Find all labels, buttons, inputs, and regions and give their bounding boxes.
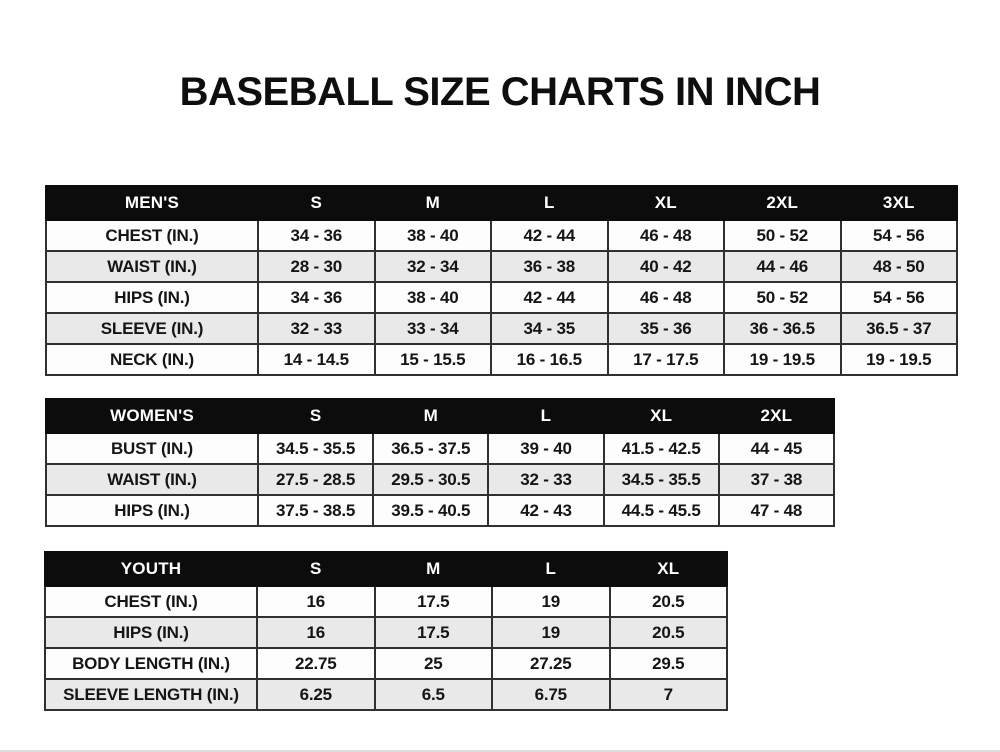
row-label-cell: CHEST (IN.) [46, 220, 258, 251]
size-value-cell: 16 - 16.5 [491, 344, 608, 375]
size-value-cell: 19 - 19.5 [724, 344, 841, 375]
row-label-cell: HIPS (IN.) [46, 495, 258, 526]
size-header-cell: 2XL [724, 186, 841, 220]
size-value-cell: 32 - 33 [258, 313, 375, 344]
table-row [46, 282, 957, 313]
size-value-cell: 42 - 44 [491, 282, 608, 313]
size-value-cell: 6.5 [375, 679, 493, 710]
size-header-cell: XL [608, 186, 725, 220]
table-row [46, 220, 957, 251]
header-row [45, 552, 727, 586]
row-label-cell: HIPS (IN.) [45, 617, 257, 648]
size-header-cell: M [375, 186, 492, 220]
size-value-cell: 19 [492, 617, 610, 648]
size-value-cell: 34 - 36 [258, 282, 375, 313]
size-header-cell: 3XL [841, 186, 958, 220]
size-header-cell: M [375, 552, 493, 586]
size-value-cell: 34 - 36 [258, 220, 375, 251]
size-value-cell: 36 - 38 [491, 251, 608, 282]
size-value-cell: 17.5 [375, 617, 493, 648]
page-title: BASEBALL SIZE CHARTS IN INCH [179, 70, 821, 114]
size-value-cell: 47 - 48 [719, 495, 834, 526]
size-header-cell: L [491, 186, 608, 220]
table-row [46, 464, 834, 495]
size-value-cell: 16 [257, 617, 375, 648]
row-label-cell: HIPS (IN.) [46, 282, 258, 313]
row-label-cell: BODY LENGTH (IN.) [45, 648, 257, 679]
size-value-cell: 38 - 40 [375, 220, 492, 251]
category-header-cell: YOUTH [45, 552, 257, 586]
size-value-cell: 46 - 48 [608, 220, 725, 251]
size-value-cell: 54 - 56 [841, 220, 958, 251]
size-value-cell: 40 - 42 [608, 251, 725, 282]
size-value-cell: 36.5 - 37 [841, 313, 958, 344]
row-label-cell: SLEEVE (IN.) [46, 313, 258, 344]
size-value-cell: 39 - 40 [488, 433, 603, 464]
size-value-cell: 16 [257, 586, 375, 617]
size-value-cell: 41.5 - 42.5 [604, 433, 719, 464]
size-value-cell: 17.5 [375, 586, 493, 617]
table-row [46, 344, 957, 375]
size-value-cell: 27.25 [492, 648, 610, 679]
mens-size-table [45, 185, 958, 376]
size-value-cell: 37.5 - 38.5 [258, 495, 373, 526]
table-row [46, 495, 834, 526]
size-value-cell: 34 - 35 [491, 313, 608, 344]
size-header-cell: S [258, 399, 373, 433]
size-header-cell: XL [610, 552, 728, 586]
size-value-cell: 20.5 [610, 617, 728, 648]
size-header-cell: 2XL [719, 399, 834, 433]
size-value-cell: 50 - 52 [724, 282, 841, 313]
size-value-cell: 15 - 15.5 [375, 344, 492, 375]
size-value-cell: 34.5 - 35.5 [604, 464, 719, 495]
size-value-cell: 39.5 - 40.5 [373, 495, 488, 526]
size-header-cell: S [257, 552, 375, 586]
size-value-cell: 48 - 50 [841, 251, 958, 282]
size-header-cell: M [373, 399, 488, 433]
size-value-cell: 38 - 40 [375, 282, 492, 313]
size-value-cell: 20.5 [610, 586, 728, 617]
table-row [45, 679, 727, 710]
size-header-cell: L [488, 399, 603, 433]
size-value-cell: 19 - 19.5 [841, 344, 958, 375]
size-value-cell: 7 [610, 679, 728, 710]
size-value-cell: 50 - 52 [724, 220, 841, 251]
size-value-cell: 27.5 - 28.5 [258, 464, 373, 495]
header-row [46, 186, 957, 220]
category-header-cell: MEN'S [46, 186, 258, 220]
size-value-cell: 46 - 48 [608, 282, 725, 313]
size-value-cell: 44 - 46 [724, 251, 841, 282]
category-header-cell: WOMEN'S [46, 399, 258, 433]
header-row [46, 399, 834, 433]
womens-size-table [45, 398, 835, 527]
youth-size-table [44, 551, 728, 711]
table-row [46, 251, 957, 282]
size-value-cell: 32 - 34 [375, 251, 492, 282]
size-value-cell: 44.5 - 45.5 [604, 495, 719, 526]
size-value-cell: 14 - 14.5 [258, 344, 375, 375]
table-row [46, 313, 957, 344]
size-value-cell: 36.5 - 37.5 [373, 433, 488, 464]
table-row [45, 617, 727, 648]
table-row [45, 648, 727, 679]
size-value-cell: 32 - 33 [488, 464, 603, 495]
size-header-cell: XL [604, 399, 719, 433]
size-value-cell: 35 - 36 [608, 313, 725, 344]
row-label-cell: NECK (IN.) [46, 344, 258, 375]
size-value-cell: 36 - 36.5 [724, 313, 841, 344]
size-value-cell: 25 [375, 648, 493, 679]
size-value-cell: 29.5 [610, 648, 728, 679]
size-value-cell: 22.75 [257, 648, 375, 679]
table-row [45, 586, 727, 617]
row-label-cell: CHEST (IN.) [45, 586, 257, 617]
size-value-cell: 6.75 [492, 679, 610, 710]
size-value-cell: 54 - 56 [841, 282, 958, 313]
row-label-cell: WAIST (IN.) [46, 251, 258, 282]
row-label-cell: SLEEVE LENGTH (IN.) [45, 679, 257, 710]
size-value-cell: 42 - 43 [488, 495, 603, 526]
row-label-cell: WAIST (IN.) [46, 464, 258, 495]
size-value-cell: 33 - 34 [375, 313, 492, 344]
size-header-cell: L [492, 552, 610, 586]
size-value-cell: 42 - 44 [491, 220, 608, 251]
size-value-cell: 44 - 45 [719, 433, 834, 464]
size-value-cell: 19 [492, 586, 610, 617]
size-value-cell: 17 - 17.5 [608, 344, 725, 375]
size-value-cell: 6.25 [257, 679, 375, 710]
size-value-cell: 34.5 - 35.5 [258, 433, 373, 464]
table-row [46, 433, 834, 464]
size-value-cell: 28 - 30 [258, 251, 375, 282]
size-value-cell: 37 - 38 [719, 464, 834, 495]
row-label-cell: BUST (IN.) [46, 433, 258, 464]
size-header-cell: S [258, 186, 375, 220]
size-value-cell: 29.5 - 30.5 [373, 464, 488, 495]
